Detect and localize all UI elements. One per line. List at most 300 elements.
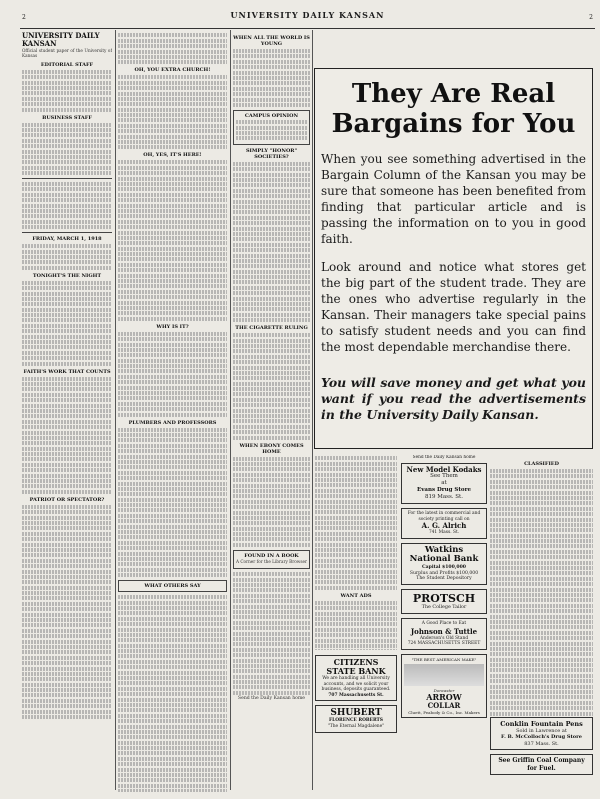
conklin-store: F. B. McColloch's Drug Store	[501, 734, 582, 741]
text-line	[233, 216, 310, 220]
text-line	[118, 102, 227, 106]
text-line	[118, 654, 227, 658]
text-line	[233, 511, 310, 515]
text-line	[22, 260, 112, 264]
text-line	[22, 490, 112, 494]
text-line	[233, 543, 310, 547]
text-line	[118, 55, 227, 59]
text-line	[118, 476, 227, 480]
shubert-title: SHUBERT	[330, 708, 382, 719]
johnson-title: Johnson & Tuttle	[410, 626, 478, 636]
text-line	[118, 687, 227, 691]
protsch-title: PROTSCH	[412, 592, 476, 606]
text-line	[118, 301, 227, 305]
text-line	[22, 292, 112, 296]
text-line	[233, 632, 310, 636]
text-line	[236, 120, 307, 124]
text-line	[490, 474, 593, 478]
text-line	[118, 375, 227, 379]
text-line	[22, 102, 112, 106]
text-line	[118, 465, 227, 469]
text-line	[118, 284, 227, 288]
kodaks-store: Evans Drug Store	[417, 487, 471, 493]
watkins-title-1: Watkins	[424, 544, 464, 555]
text-line	[315, 639, 397, 643]
text-line	[118, 784, 227, 788]
text-line	[233, 270, 310, 274]
text-line	[118, 231, 227, 235]
text-line	[118, 177, 227, 181]
text-line	[233, 275, 310, 279]
text-line	[233, 189, 310, 193]
text-line	[22, 586, 112, 590]
protsch-sub: The College Tailor	[421, 605, 467, 611]
text-line	[118, 369, 227, 373]
text-line	[118, 97, 227, 101]
text-line	[118, 633, 227, 637]
text-line	[118, 546, 227, 550]
text-line	[118, 118, 227, 122]
text-line	[118, 124, 227, 128]
text-line	[118, 508, 227, 512]
text-line	[118, 757, 227, 761]
text-line	[315, 537, 397, 541]
editorial-staff-heading: EDITORIAL STAFF	[40, 61, 94, 68]
text-line	[490, 598, 593, 602]
text-line	[22, 559, 112, 563]
text-line	[22, 672, 112, 676]
text-line	[490, 663, 593, 667]
text-line	[118, 263, 227, 267]
text-line	[118, 311, 227, 315]
masthead: UNIVERSITY DAILY KANSAN	[22, 32, 100, 48]
text-line	[22, 537, 112, 541]
text-line	[22, 715, 112, 719]
conklin-title: Conklin Fountain Pens	[500, 719, 583, 728]
ad-headline-1: They Are Real	[351, 79, 556, 109]
text-line	[233, 307, 310, 311]
text-line	[233, 173, 310, 177]
text-line	[315, 564, 397, 568]
text-line	[315, 644, 397, 648]
text-line	[118, 703, 227, 707]
text-line	[22, 452, 112, 456]
text-line	[233, 669, 310, 673]
text-line	[490, 480, 593, 484]
text-line	[22, 575, 112, 579]
text-line	[118, 730, 227, 734]
campus-opinion-heading: CAMPUS OPINION	[244, 112, 299, 119]
text-line	[233, 49, 310, 53]
text-line	[118, 725, 227, 729]
text-line	[22, 225, 112, 229]
text-line	[233, 489, 310, 493]
text-line	[490, 625, 593, 629]
advertisement	[401, 654, 487, 718]
arrow-pre: Doncaster	[433, 687, 455, 693]
text-line	[22, 139, 112, 143]
text-line	[118, 145, 227, 149]
text-line	[118, 644, 227, 648]
text-line	[118, 460, 227, 464]
text-line	[22, 81, 112, 85]
column-editorial	[22, 32, 112, 792]
text-line	[22, 193, 112, 197]
text-line	[233, 680, 310, 684]
text-line	[22, 505, 112, 509]
patriot-heading: PATRIOT OR SPECTATOR?	[29, 496, 105, 503]
text-line	[315, 505, 397, 509]
text-line	[118, 568, 227, 572]
text-line	[118, 492, 227, 496]
text-line	[118, 573, 227, 577]
kodaks-see: See Them	[430, 473, 458, 479]
column-rule	[230, 30, 231, 790]
text-line	[118, 113, 227, 117]
text-line	[233, 664, 310, 668]
found-in-book-box	[233, 550, 310, 569]
arrow-title: ARROW	[426, 691, 462, 702]
text-line	[315, 633, 397, 637]
text-line	[118, 396, 227, 400]
text-line	[22, 297, 112, 301]
text-line	[118, 552, 227, 556]
extra-church-heading: OH, YOU EXTRA CHURCH!	[134, 67, 211, 74]
text-line	[315, 649, 397, 650]
ad-paragraph-2: Look around and notice what stores get the big part of the student trade. They are the ones who advertise regularly in the Kansan. Their managers take special pains to satisfy student needs and you can find the most dependable merchandise there.	[321, 260, 586, 354]
text-line	[118, 622, 227, 626]
text-line	[233, 436, 310, 440]
text-line	[490, 636, 593, 640]
text-line	[118, 274, 227, 278]
text-line	[236, 126, 307, 130]
text-line	[315, 622, 397, 626]
text-line	[22, 447, 112, 451]
text-line	[118, 741, 227, 745]
text-line	[490, 706, 593, 710]
alrich-text: For the latest in commercial and society printing call on	[407, 511, 481, 522]
text-line	[118, 337, 227, 341]
text-line	[233, 339, 310, 343]
text-line	[118, 557, 227, 561]
text-line	[118, 39, 227, 43]
text-line	[233, 473, 310, 477]
conklin-sub: Sold in Lawrence at	[516, 727, 567, 734]
text-line	[490, 512, 593, 516]
world-heading: WHEN ALL THE WORLD IS YOUNG	[233, 35, 310, 47]
text-line	[22, 634, 112, 638]
text-line	[118, 471, 227, 475]
text-line	[490, 642, 593, 646]
text-line	[233, 387, 310, 391]
text-line	[118, 606, 227, 610]
citizens-address: 707 Massachusetts St.	[328, 692, 384, 698]
text-line	[490, 582, 593, 586]
shubert-play: "The Eternal Magdalene"	[327, 723, 385, 729]
text-line	[490, 609, 593, 613]
advertisement	[401, 508, 487, 539]
text-line	[22, 404, 112, 408]
text-line	[118, 214, 227, 218]
text-line	[315, 559, 397, 563]
text-line	[118, 433, 227, 437]
text-line	[233, 243, 310, 247]
text-line	[22, 351, 112, 355]
plumbers-heading: PLUMBERS AND PROFESSORS	[128, 419, 217, 426]
oh-yes-heading: OH, YES, IT'S HERE!	[143, 152, 202, 159]
text-line	[118, 487, 227, 491]
text-line	[118, 380, 227, 384]
text-line	[233, 685, 310, 689]
text-line	[315, 456, 397, 460]
text-line	[233, 599, 310, 603]
text-line	[233, 76, 310, 80]
text-line	[490, 491, 593, 495]
text-line	[118, 220, 227, 224]
text-line	[22, 431, 112, 435]
text-line	[22, 187, 112, 191]
text-line	[490, 604, 593, 608]
text-line	[233, 210, 310, 214]
text-line	[118, 428, 227, 432]
text-line	[233, 642, 310, 646]
text-line	[22, 308, 112, 312]
text-line	[22, 468, 112, 472]
text-line	[22, 683, 112, 687]
text-line	[118, 343, 227, 347]
johnson-pre: A Good Place to Eat	[421, 621, 467, 627]
text-line	[118, 444, 227, 448]
collar-illustration	[404, 664, 484, 686]
text-line	[490, 469, 593, 473]
text-line	[118, 665, 227, 669]
text-line	[233, 414, 310, 418]
text-line	[118, 279, 227, 283]
text-line	[118, 611, 227, 615]
text-line	[118, 193, 227, 197]
text-line	[490, 555, 593, 559]
text-line	[118, 247, 227, 251]
text-line	[315, 548, 397, 552]
text-line	[118, 449, 227, 453]
text-line	[233, 221, 310, 225]
text-line	[233, 248, 310, 252]
text-line	[490, 593, 593, 597]
text-line	[233, 430, 310, 434]
want-ads-heading: WANT ADS	[340, 592, 372, 599]
text-line	[22, 596, 112, 600]
text-line	[118, 290, 227, 294]
text-line	[233, 462, 310, 466]
text-line	[233, 527, 310, 531]
text-line	[118, 628, 227, 632]
ad-paragraph-1: When you see something advertised in the Bargain Column of the Kansan you may be sure that someone has been benefited from finding that particular article and is passing the information on to you in good faith.	[321, 152, 586, 246]
text-line	[118, 241, 227, 245]
text-line	[233, 355, 310, 359]
alrich-name: A. G. Alrich	[421, 521, 467, 531]
advertisement	[490, 754, 593, 775]
text-line	[233, 403, 310, 407]
text-line	[22, 128, 112, 132]
text-line	[22, 286, 112, 290]
text-line	[233, 232, 310, 236]
text-line	[118, 129, 227, 133]
text-line	[22, 329, 112, 333]
text-line	[22, 543, 112, 547]
text-line	[118, 498, 227, 502]
text-line	[118, 252, 227, 256]
advertisement	[401, 543, 487, 585]
text-line	[22, 345, 112, 349]
text-line	[315, 494, 397, 498]
divider	[22, 178, 112, 179]
watkins-capital: Capital $100,000	[421, 564, 466, 570]
text-line	[233, 425, 310, 429]
text-line	[22, 661, 112, 665]
why-heading: WHY IS IT?	[156, 323, 189, 330]
text-line	[22, 144, 112, 148]
campus-opinion-box	[233, 110, 310, 145]
text-line	[315, 473, 397, 477]
ad-headline-2: Bargains for You	[331, 109, 576, 139]
text-line	[233, 615, 310, 619]
advertisement	[401, 618, 487, 650]
bargains-ad	[314, 68, 593, 449]
text-line	[118, 735, 227, 739]
text-line	[22, 123, 112, 127]
page-title: UNIVERSITY DAILY KANSAN	[230, 10, 385, 20]
text-line	[490, 690, 593, 694]
text-line	[118, 692, 227, 696]
text-line	[233, 200, 310, 204]
text-line	[233, 313, 310, 317]
text-line	[315, 570, 397, 574]
advertisement	[315, 655, 397, 701]
business-staff-heading: BUSINESS STAFF	[42, 114, 92, 121]
citizens-text: We are handling all University accounts, and we solicit your business, deposits guaranteed.	[321, 676, 391, 693]
text-line	[22, 607, 112, 611]
text-line	[118, 86, 227, 90]
text-line	[233, 537, 310, 541]
text-line	[22, 398, 112, 402]
text-line	[233, 92, 310, 96]
masthead-sub: Official student paper of the University of Kansas	[22, 48, 112, 59]
text-line	[118, 204, 227, 208]
found-subheading: A Corner for the Library Browser	[236, 558, 307, 564]
text-line	[233, 237, 310, 241]
watkins-depository: The Student Depository	[416, 576, 472, 582]
text-line	[315, 628, 397, 632]
text-line	[118, 746, 227, 750]
text-line	[118, 209, 227, 213]
text-line	[233, 81, 310, 85]
text-line	[118, 108, 227, 112]
text-line	[22, 618, 112, 622]
text-line	[118, 353, 227, 357]
text-line	[22, 204, 112, 208]
text-line	[233, 162, 310, 166]
text-line	[22, 409, 112, 413]
text-line	[118, 92, 227, 96]
text-line	[490, 561, 593, 565]
text-line	[233, 366, 310, 370]
text-line	[22, 425, 112, 429]
text-line	[22, 580, 112, 584]
text-line	[315, 553, 397, 557]
text-line	[118, 503, 227, 507]
text-line	[490, 658, 593, 662]
text-line	[22, 155, 112, 159]
text-line	[233, 178, 310, 182]
text-line	[315, 586, 397, 590]
text-line	[118, 541, 227, 545]
column-news-lower	[315, 455, 397, 650]
text-line	[315, 612, 397, 616]
text-line	[22, 356, 112, 360]
text-line	[22, 86, 112, 90]
text-line	[233, 467, 310, 471]
text-line	[22, 266, 112, 270]
text-line	[22, 645, 112, 649]
text-line	[233, 297, 310, 301]
text-line	[22, 182, 112, 186]
text-line	[315, 617, 397, 621]
text-line	[22, 570, 112, 574]
text-line	[233, 349, 310, 353]
text-line	[233, 318, 310, 322]
text-line	[22, 629, 112, 633]
text-line	[233, 505, 310, 509]
advertisement	[401, 463, 487, 504]
advertisement	[315, 705, 397, 732]
arrow-banner: "THE BEST AMERICAN MAKE"	[411, 656, 477, 662]
text-line	[490, 620, 593, 624]
text-line	[118, 182, 227, 186]
divider	[22, 232, 112, 233]
ads-column	[401, 455, 487, 793]
text-line	[118, 171, 227, 175]
text-line	[22, 656, 112, 660]
text-line	[315, 526, 397, 530]
text-line	[118, 257, 227, 261]
ebony-heading: WHEN EBONY COMES HOME	[239, 442, 304, 455]
text-line	[118, 778, 227, 782]
shubert-star: FLORENCE ROBERTS	[329, 718, 383, 724]
alrich-address: 741 Mass. St.	[428, 530, 460, 536]
text-line	[22, 463, 112, 467]
text-line	[22, 526, 112, 530]
text-line	[118, 364, 227, 368]
text-line	[233, 194, 310, 198]
text-line	[22, 667, 112, 671]
kodaks-at: at	[441, 480, 447, 486]
text-line	[22, 484, 112, 488]
text-line	[233, 457, 310, 461]
text-line	[233, 392, 310, 396]
text-line	[118, 413, 227, 417]
text-line	[22, 382, 112, 386]
text-line	[315, 510, 397, 514]
text-line	[233, 583, 310, 587]
text-line	[118, 482, 227, 486]
text-line	[118, 75, 227, 79]
text-line	[490, 674, 593, 678]
text-line	[22, 250, 112, 254]
text-line	[22, 640, 112, 644]
text-line	[233, 333, 310, 337]
text-line	[233, 500, 310, 504]
text-line	[22, 198, 112, 202]
